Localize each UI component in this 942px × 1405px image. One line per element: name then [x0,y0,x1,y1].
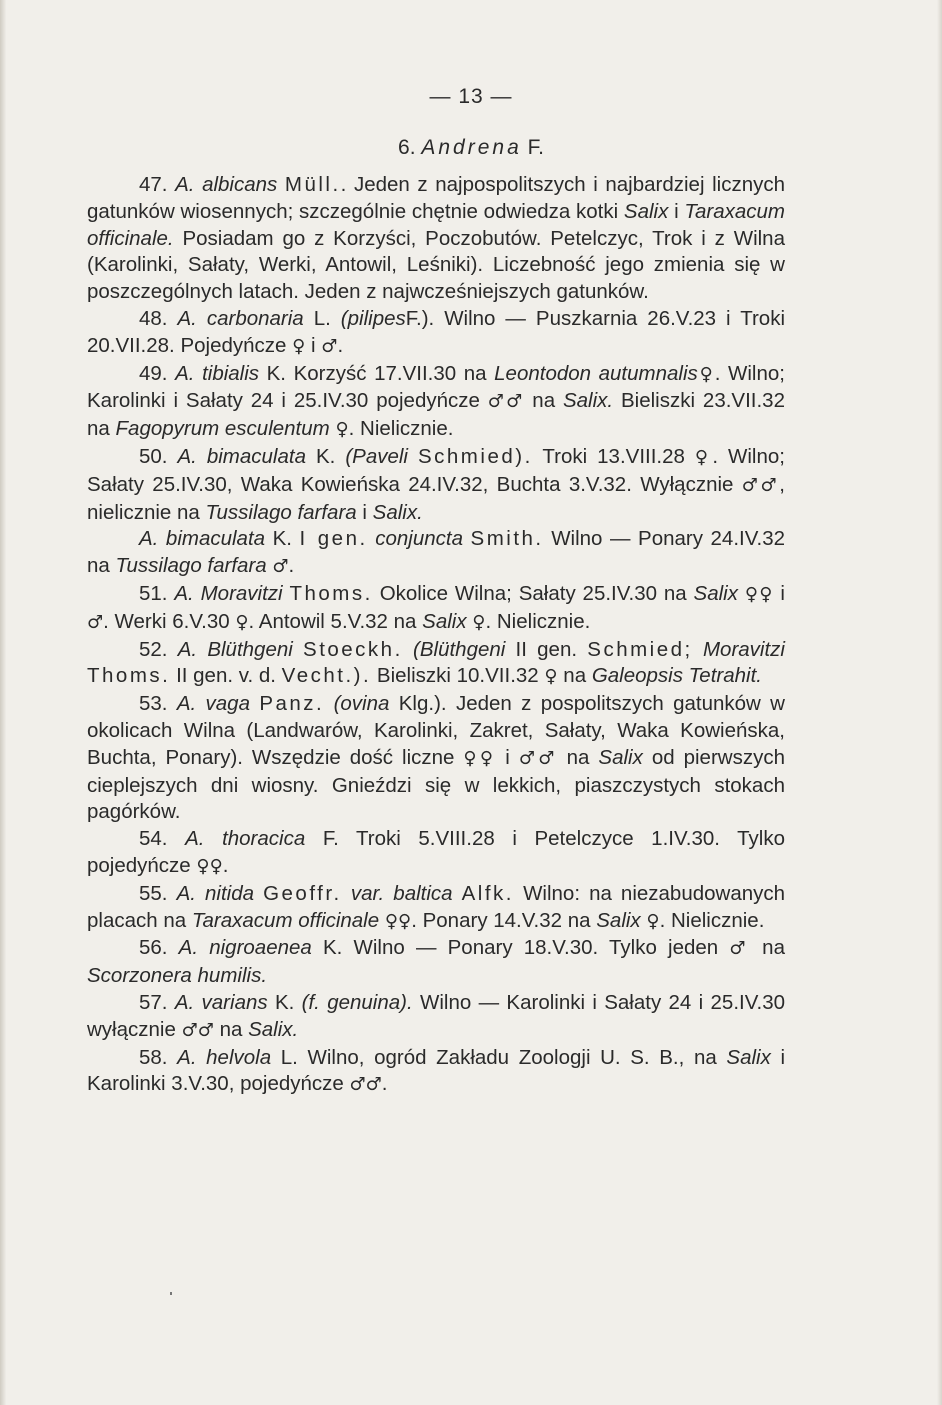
entry-48 [87,306,785,361]
plant-name: Taraxacum officinale. [87,199,786,250]
synonym-name: (pilipes [340,306,406,330]
species-author: Thoms. [289,581,373,605]
female-symbol-icon: ♀♀ [196,855,223,877]
synonym-author: F.). [405,306,435,330]
synonym-name: (Paveli [345,444,408,468]
synonym-name: (Blüthgeni [413,637,506,661]
entry-text: . Werki 6.V.30 [103,609,230,633]
entry-text: na [762,936,785,960]
entry-text: . [222,853,229,877]
species-name: carbonaria [206,306,304,330]
entry-47: 47. A. albicans Müll.. Jeden z najpospolitszych i najbardziej licznych gatunków wiosennych; szczególnie chętnie odwiedza kotki Salix i Taraxacum officinale. Posiadam go z Korzyści, Poczobutów. Petelczyc, Trok i z Wilna (Karolinki, Sałaty, Werki, Antowil, Leśniki). Liczebność jego zmienia się w poszczególnych latach. Jeden z najwcześniejszych gatunków. [87,173,786,304]
entry-number: 54. [139,827,168,851]
male-symbol-icon: ♂ [729,938,751,960]
plant-name: Salix. [248,1017,299,1041]
species-name: helvola [206,1045,272,1069]
entry-text: od pierwszych cieplejszych dni wiosny. Gnieździ się w lekkich, piaszczystych stokach pagórków. [87,745,785,824]
page-number: — 13 — [429,85,513,108]
genus-abbrev: A. [177,637,198,661]
plant-name: Tussilago farfara [115,554,267,578]
female-symbol-icon: ♀ [697,363,715,385]
generation-label: II gen. v. d. [176,664,276,688]
male-symbol-icon: ♂ [321,335,338,357]
entry-text: . Nielicznie. [485,609,591,633]
entry-text: na [563,664,587,688]
male-symbol-icon: ♂♂ [487,391,525,413]
species-author: Stoeckh. [303,637,403,661]
male-symbol-icon: ♂♂ [349,1074,382,1096]
female-symbol-icon: ♀ [292,335,306,357]
entry-text: na [219,1017,243,1041]
entry-text: na [566,745,590,769]
entry-text: . [288,554,295,578]
entry-49 [87,361,785,444]
species-list [87,172,785,1099]
plant-name: Salix [596,908,641,932]
plant-name: Taraxacum officinale [191,908,380,932]
genus-abbrev: A. [178,936,199,960]
variety-author: Alfk. [461,881,514,905]
entry-56 [87,935,785,990]
page-edge-right [937,0,942,1405]
section-author: F. [527,136,544,159]
synonym-author: Schmied). [417,444,533,468]
entry-text: Troki 13.VIII.28 [542,444,685,468]
genus-abbrev: A. [174,581,194,605]
plant-name: Salix. [562,389,614,413]
entry-text: Jeden z najpospolitszych i najbardziej licznych gatunków wiosennych; szczególnie chętnie odwiedza kotki [87,173,785,223]
entry-number: 49. [139,361,168,385]
plant-name: Galeopsis Tetrahit. [591,664,762,688]
entry-text: i [311,333,316,357]
entry-text: i [674,199,679,223]
female-symbol-icon: ♀♀ [744,583,774,605]
plant-name: Salix [598,745,643,769]
species-author: K. [315,444,336,468]
species-author: K. [274,990,295,1014]
entry-54 [87,826,785,881]
entry-text: Troki 5.VIII.28 i Petelczyce 1.IV.30. Tylko pojedyńcze [87,827,786,877]
plant-name: Salix [422,609,467,633]
genus-abbrev: A. [185,827,205,851]
female-symbol-icon: ♀ [544,666,558,688]
entry-text: . Antowil 5.V.32 na [248,609,417,633]
section-number: 6. [398,136,416,159]
plant-name: Salix [623,199,669,223]
female-symbol-icon: ♀♀ [463,747,497,769]
genus-abbrev: A. [175,361,195,385]
synonym-name: Moravitzi [702,637,785,661]
genus-abbrev: A. [139,527,159,551]
species-author: Geoffr. [263,881,342,905]
species-author: Müll. [284,173,341,196]
male-symbol-icon: ♂♂ [181,1019,214,1041]
female-symbol-icon: ♀ [694,446,713,468]
entry-number: 53. [139,692,168,716]
entry-text: Bieliszki 23.VII.32 na [87,389,785,441]
species-name: Moravitzi [200,581,283,605]
species-author: Panz. [259,692,325,716]
plant-name: Fagopyrum esculentum [115,417,330,441]
species-author: K. [266,361,286,385]
plant-name: Salix [693,581,738,605]
species-name: bimaculata [165,527,266,551]
female-symbol-icon: ♀♀ [384,910,412,932]
female-symbol-icon: ♀ [646,910,660,932]
entry-53 [87,691,785,826]
variety-label: var. [350,881,385,905]
female-symbol-icon: ♀ [335,419,349,441]
synonym-author: Schmied; [587,637,693,661]
entry-text: Wilno — Karolinki i Sałaty 24 i 25.IV.30 wyłącznie [87,990,785,1041]
entry-text: . Nielicznie. [348,417,454,441]
entry-number: 56. [139,936,168,960]
species-name: albicans [202,173,278,196]
species-name: varians [201,990,268,1014]
entry-51 [87,581,785,637]
entry-number: 50. [139,444,168,468]
species-name: Blüthgeni [207,637,293,661]
entry-text: . Wilno; Karolinki i Sałaty 24 i 25.IV.30 pojedyńcze [87,361,785,413]
entry-50-conjuncta [87,526,785,581]
generation-label: I gen. [299,527,368,551]
entry-text: . [381,1072,388,1096]
entry-57 [87,990,785,1045]
entry-text: , nielicznie na [87,472,785,524]
species-author: F. [322,827,339,851]
entry-text: Korzyść 17.VII.30 na [293,361,487,385]
entry-text: i [505,745,510,769]
female-symbol-icon: ♀ [235,611,249,633]
plant-name: Salix [726,1045,771,1069]
entry-number: 58. [139,1045,168,1069]
entry-55 [87,881,785,936]
entry-text: . Ponary 14.V.32 na [411,908,591,932]
plant-name: Scorzonera humilis. [87,964,268,988]
entry-text: i [780,581,785,605]
page-edge-left [0,0,6,1405]
genus-abbrev: A. [177,1045,197,1069]
entry-text: i Karolinki 3.V.30, pojedyńcze [87,1045,786,1096]
synonym-author: Klg.). [398,692,447,716]
genus-abbrev: A. [174,990,195,1014]
entry-52 [87,637,785,692]
entry-text: Posiadam go z Korzyści, Poczobutów. Petelczyc, Trok i z Wilna (Karolinki, Sałaty, Werki, Antowil, Leśniki). Liczebność jego zmienia się w poszczególnych latach. Jeden z najwcześniejszych gatunków. [87,226,785,304]
entry-text: i [362,500,367,524]
section-heading [0,136,942,160]
entry-text: Wilno — Ponary 18.V.30. Tylko jeden [353,936,719,960]
entry-text: . Nielicznie. [659,908,765,932]
genus-abbrev: A. [175,173,195,196]
entry-number: 48. [139,306,168,330]
male-symbol-icon: ♂ [272,556,289,578]
entry-number: 57. [139,990,168,1014]
plant-name: Leontodon autumnalis [494,361,698,385]
print-speck [170,1292,172,1295]
species-name: nigroaenea [209,936,312,960]
entry-text: Wilno — Ponary 24.IV.32 na [87,527,785,578]
synonym-name: (ovina [333,692,390,716]
entry-text: . Wilno; Sałaty 25.IV.30, Waka Kowieńska 24.IV.32, Buchta 3.V.32. Wyłącznie [87,444,785,496]
species-name: tibialis [202,361,260,385]
entry-text: Wilno, ogród Zakładu Zoologji U. S. B., na [307,1045,717,1069]
entry-text: . [337,333,344,357]
male-symbol-icon: ♂♂ [518,747,558,769]
species-author: K. [272,527,292,551]
genus-abbrev: A. [176,692,197,716]
form-author: Smith. [470,527,544,551]
synonym-author: Vecht.). [281,664,372,688]
species-name: thoracica [222,827,306,851]
entry-number: 51. [139,581,168,605]
entry-number: 52. [139,637,168,661]
variety-name: baltica [393,881,453,905]
species-name: vaga [205,692,250,716]
form-name: conjuncta [375,527,463,551]
genus-abbrev: A. [177,444,197,468]
species-name: nitida [205,881,255,905]
synonym-author: Thoms. [87,664,171,688]
generation-label: II gen. [515,637,578,661]
genus-abbrev: A. [177,306,197,330]
section-genus: Andrena [421,136,522,159]
male-symbol-icon: ♂♂ [741,474,780,496]
entry-text: Okolice Wilna; Sałaty 25.IV.30 na [379,581,687,605]
species-author: L. [280,1045,298,1069]
entry-58 [87,1045,785,1100]
entry-50 [87,444,785,526]
species-author: L. [313,306,331,330]
male-symbol-icon: ♂ [87,611,104,633]
female-symbol-icon: ♀ [472,611,486,633]
entry-text: Wilno: na niezabudowanych placach na [87,881,786,932]
species-author: K. [322,936,343,960]
entry-text: Jeden z pospolitszych gatunków w okolicach Wilna (Landwarów, Karolinki, Zakret, Sałaty, Waka Kowieńska, Buchta, Ponary). Wszędzie dość liczne [87,692,785,769]
plant-name: Salix. [372,500,423,524]
form-name: (f. genuina). [301,990,413,1014]
entry-number: 55. [139,881,168,905]
entry-number: 47. [139,173,168,196]
species-name: bimaculata [206,444,306,468]
entry-text: Bieliszki 10.VII.32 [376,664,539,688]
entry-text: na [532,389,556,413]
plant-name: Tussilago farfara [205,500,357,524]
entry-text: Wilno — Puszkarnia 26.V.23 i Troki 20.VII.28. Pojedyńcze [87,306,786,357]
genus-abbrev: A. [176,881,196,905]
